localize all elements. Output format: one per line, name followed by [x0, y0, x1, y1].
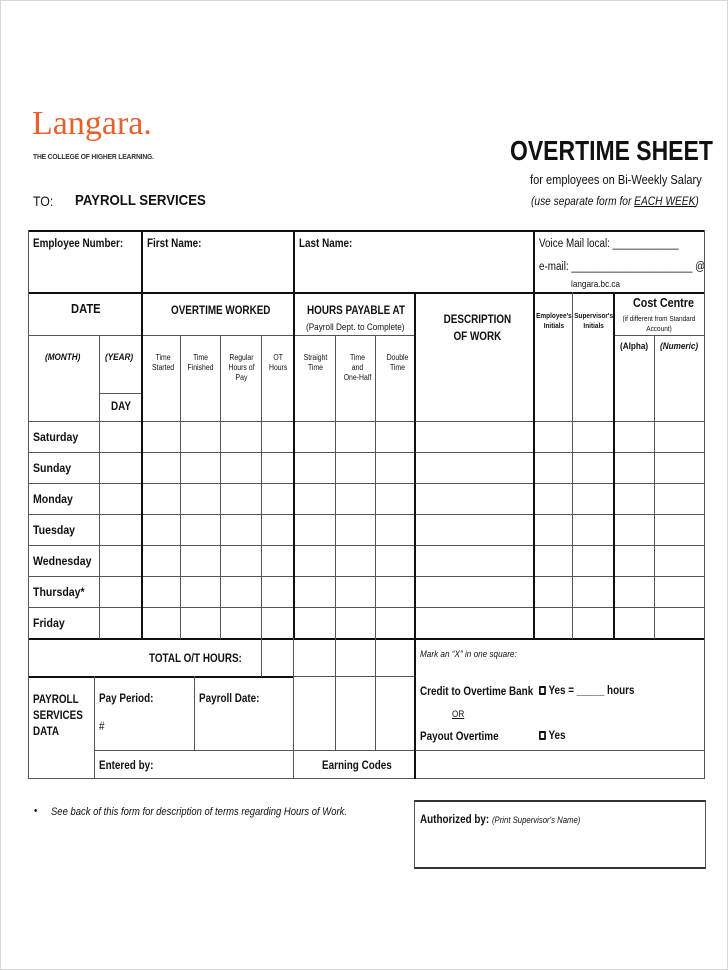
header-line: (if different from Standard [622, 314, 696, 323]
day-row-label: Tuesday [33, 523, 76, 537]
mark-instruction: Mark an “X” in one square: [420, 649, 517, 660]
grid-line [180, 335, 181, 639]
or-label: OR [452, 709, 465, 720]
day-row-label: Sunday [33, 461, 72, 475]
last-name-field[interactable] [297, 255, 533, 291]
header-line: Pay [235, 373, 248, 382]
grid-line [28, 778, 705, 779]
description-header [443, 314, 512, 344]
header-line: Time [389, 363, 405, 372]
pay-period-hash: # [99, 721, 105, 733]
grid-line [293, 230, 295, 639]
email-label: e-mail: ______________________ @ [539, 261, 706, 273]
credit-yes-label: Yes = _____ hours [548, 685, 635, 697]
grid-line [99, 393, 141, 394]
alpha-header: (Alpha) [620, 341, 649, 352]
time-finished-header [185, 353, 216, 373]
day-row-label: Friday [33, 616, 65, 630]
authorized-by-label [420, 814, 580, 827]
checkbox-icon[interactable] [539, 686, 546, 695]
grid-line [28, 230, 705, 232]
header-line: and [351, 363, 364, 372]
credit-to-bank-label: Credit to Overtime Bank [420, 686, 534, 698]
grid-line [141, 230, 143, 639]
grid-line [28, 452, 705, 453]
header-line: Supervisor's [574, 311, 614, 320]
header-line: Employee's [536, 311, 572, 320]
straight-time-header [300, 353, 331, 373]
credit-yes-option[interactable] [539, 685, 635, 698]
grid-line [335, 335, 336, 751]
to-label: TO: [33, 193, 54, 209]
page-title: OVERTIME SHEET [510, 135, 713, 166]
payroll-services-title [33, 692, 83, 740]
grid-line [613, 292, 615, 639]
checkbox-icon[interactable] [539, 731, 546, 740]
header-line: Initials [583, 320, 604, 330]
grid-line [28, 607, 705, 608]
grid-line [704, 230, 705, 779]
total-ot-hours-label: TOTAL O/T HOURS: [149, 653, 242, 665]
payout-yes-label: Yes [548, 730, 566, 742]
grid-line [28, 638, 705, 640]
header-line: One-Half [343, 373, 372, 382]
grid-line [572, 292, 573, 639]
payout-yes-option[interactable] [539, 730, 566, 743]
grid-line [28, 483, 705, 484]
grid-line [533, 292, 535, 639]
grid-line [533, 230, 535, 293]
supervisor-initials-header [573, 311, 614, 330]
hours-payable-note: (Payroll Dept. to Complete) [306, 322, 405, 333]
header-line: Hours [269, 363, 288, 372]
entered-by-label: Entered by: [99, 760, 154, 772]
grid-line [28, 335, 141, 336]
grid-line [294, 335, 415, 336]
voice-mail-label: Voice Mail local: ____________ [539, 238, 679, 250]
header-line: OF WORK [453, 331, 502, 343]
header-line: Initials [543, 320, 565, 330]
title-line: SERVICES [33, 710, 83, 722]
pay-period-label: Pay Period: [99, 693, 154, 705]
double-time-header [382, 353, 413, 373]
numeric-header: (Numeric) [660, 341, 699, 352]
first-name-field[interactable] [145, 255, 293, 291]
date-header: DATE [71, 301, 101, 316]
note-emphasis: EACH WEEK [634, 194, 696, 208]
grid-line [28, 514, 705, 515]
grid-line [294, 750, 705, 751]
month-header: (MONTH) [45, 352, 81, 363]
footnote: See back of this form for description of terms regarding Hours of Work. [51, 806, 348, 818]
employee-number-field[interactable] [31, 255, 141, 291]
employee-number-label: Employee Number: [33, 238, 124, 250]
recipient: PAYROLL SERVICES [75, 192, 206, 209]
grid-line [375, 335, 376, 751]
header-line: OT [273, 353, 283, 362]
page-subtitle: for employees on Bi-Weekly Salary [530, 172, 702, 187]
grid-line [94, 676, 95, 779]
authorized-by-box[interactable] [414, 800, 706, 869]
day-header: DAY [111, 401, 131, 413]
last-name-label: Last Name: [299, 238, 353, 250]
year-header: (YEAR) [105, 352, 134, 363]
cost-centre-note [616, 314, 702, 334]
title-line: DATA [33, 726, 60, 738]
grid-line [294, 676, 415, 677]
header-line: Hours of [228, 363, 255, 372]
day-row-label: Monday [33, 492, 73, 506]
day-row-label: Wednesday [33, 554, 92, 568]
grid-line [28, 545, 705, 546]
payroll-date-label: Payroll Date: [199, 693, 260, 705]
cost-centre-header: Cost Centre [633, 296, 694, 310]
authorized-label-text: Authorized by: [420, 814, 490, 826]
separate-form-note [531, 194, 699, 208]
header-line: DESCRIPTION [443, 314, 512, 326]
title-line: PAYROLL [33, 694, 79, 706]
header-line: Time [307, 363, 323, 372]
bullet-icon: • [34, 805, 38, 817]
grid-line [28, 230, 29, 779]
header-line: Time [192, 353, 208, 362]
header-line: Regular [229, 353, 254, 362]
employee-initials-header [535, 311, 573, 330]
header-line: Time [155, 353, 171, 362]
grid-line [261, 335, 262, 677]
total-ot-hours-field[interactable] [264, 642, 295, 676]
grid-line [220, 335, 221, 639]
grid-line [28, 576, 705, 577]
grid-line [614, 335, 705, 336]
grid-line [654, 335, 655, 639]
langara-logo: Langara. [32, 105, 152, 142]
note-prefix: (use separate form for [531, 194, 635, 208]
grid-line [28, 676, 294, 678]
regular-hours-header [226, 353, 257, 383]
grid-line [28, 292, 705, 294]
earning-codes-label: Earning Codes [322, 760, 392, 772]
note-suffix: ) [695, 194, 699, 208]
time-and-half-header [342, 353, 373, 383]
header-line: Finished [187, 363, 214, 372]
day-row-label: Thursday* [33, 585, 85, 599]
grid-line [99, 335, 100, 639]
grid-line [141, 335, 294, 336]
grid-line [414, 292, 416, 779]
first-name-label: First Name: [147, 238, 202, 250]
time-started-header [151, 353, 175, 373]
grid-line [28, 421, 705, 422]
grid-line [194, 676, 195, 751]
day-row-label: Saturday [33, 430, 79, 444]
email-domain: langara.bc.ca [571, 279, 621, 290]
payout-overtime-label: Payout Overtime [420, 731, 499, 743]
header-line: Time [349, 353, 365, 362]
header-line: Double [386, 353, 409, 362]
overtime-worked-header: OVERTIME WORKED [171, 305, 271, 317]
header-line: Account) [646, 324, 672, 333]
header-line: Straight [303, 353, 328, 362]
authorized-note: (Print Supervisor's Name) [491, 815, 581, 825]
header-line: Started [151, 363, 175, 372]
logo-tagline: THE COLLEGE OF HIGHER LEARNING. [33, 152, 154, 161]
hours-payable-header: HOURS PAYABLE AT [307, 305, 406, 317]
ot-hours-header [267, 353, 289, 373]
